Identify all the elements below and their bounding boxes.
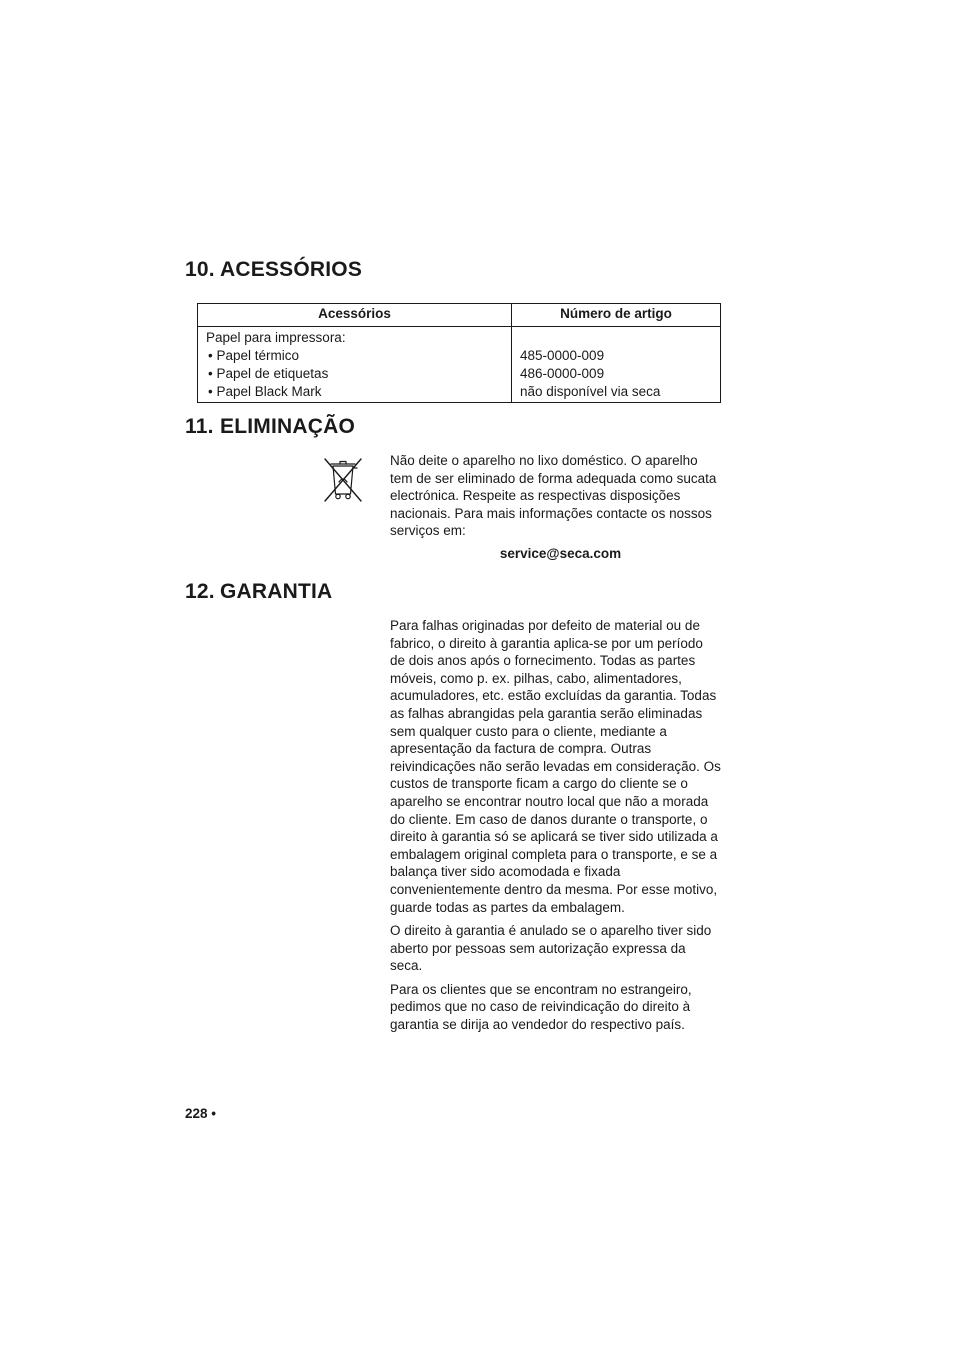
- text-line: custos de transporte ficam a cargo do cliente se o: [390, 776, 688, 792]
- section-title: ACESSÓRIOS: [220, 258, 363, 281]
- text-line: O direito à garantia é anulado se o aparelho tiver sido: [390, 923, 712, 939]
- text-line: serviços em:: [390, 523, 466, 539]
- article-number: 485-0000-009: [520, 348, 605, 363]
- accessories-table: [197, 303, 721, 403]
- warranty-paragraph-2: [390, 922, 735, 975]
- text-line: do cliente. Em caso de danos durante o transporte, o: [390, 811, 708, 827]
- section-heading-disposal: [185, 415, 355, 439]
- text-line: Não deite o aparelho no lixo doméstico. O aparelho: [390, 453, 698, 468]
- text-line: electrónica. Respeite as respectivas disposições: [390, 488, 681, 504]
- section-heading-accessories: [185, 258, 362, 282]
- text-line: aparelho se encontrar noutro local que não a morada: [390, 793, 709, 809]
- text-line: garantia se dirija ao vendedor do respectivo país.: [390, 1017, 685, 1033]
- text-line: convenientemente dentro da mesma. Por esse motivo,: [390, 881, 718, 897]
- text-line: tem de ser eliminado de forma adequada como sucata: [390, 470, 717, 486]
- article-number: 486-0000-009: [520, 366, 605, 381]
- accessories-cell: [198, 327, 512, 403]
- list-item: • Papel de etiquetas: [208, 366, 329, 381]
- column-header-accessories: Acessórios: [198, 304, 512, 327]
- text-line: acumuladores, etc. estão excluídas da garantia. Todas: [390, 688, 717, 704]
- article-number: não disponível via seca: [520, 384, 661, 399]
- crossed-out-wheelie-bin-icon: [322, 456, 364, 504]
- text-line: as falhas abrangidas pela garantia serão eliminadas: [390, 705, 703, 721]
- text-line: móveis, como p. ex. pilhas, cabo, alimentadores,: [390, 670, 682, 686]
- section-heading-warranty: [185, 580, 332, 604]
- section-title: GARANTIA: [220, 580, 333, 603]
- disposal-text: [390, 452, 735, 540]
- section-number: 10.: [185, 258, 215, 281]
- table-row: [198, 327, 721, 403]
- warranty-paragraph-1: [390, 617, 735, 916]
- column-header-article-number: Número de artigo: [512, 304, 721, 327]
- group-label: Papel para impressora:: [206, 330, 346, 345]
- text-line: embalagem original completa para o transporte, e se a: [390, 846, 718, 862]
- text-line: guarde todas as partes da embalagem.: [390, 899, 625, 915]
- text-line: apresentação da factura de compra. Outras: [390, 741, 652, 757]
- text-line: pedimos que no caso de reivindicação do direito à: [390, 999, 691, 1015]
- section-number: 12.: [185, 580, 215, 603]
- text-line: direito à garantia só se aplicará se tiver sido utilizada a: [390, 829, 718, 845]
- text-line: Para os clientes que se encontram no estrangeiro,: [390, 981, 692, 997]
- service-email: service@seca.com: [499, 546, 622, 561]
- section-number: 11.: [185, 415, 214, 438]
- text-line: fabrico, o direito à garantia aplica-se por um período: [390, 635, 703, 651]
- text-line: sem qualquer custo para o cliente, mediante a: [390, 723, 667, 739]
- text-line: aberto por pessoas sem autorização expressa da: [390, 940, 686, 956]
- text-line: de dois anos após o fornecimento. Todas as partes: [390, 653, 696, 669]
- section-title: ELIMINAÇÃO: [220, 415, 355, 438]
- list-item: • Papel térmico: [208, 348, 300, 363]
- text-line: reivindicações não serão levadas em consideração. Os: [390, 758, 721, 774]
- page-number: 228 •: [185, 1106, 217, 1121]
- warranty-text: [390, 617, 735, 1034]
- text-line: nacionais. Para mais informações contacte os nossos: [390, 505, 712, 521]
- table-header-row: [198, 304, 721, 327]
- text-line: Para falhas originadas por defeito de material ou de: [390, 618, 700, 633]
- article-number-cell: [512, 327, 721, 403]
- warranty-paragraph-3: [390, 981, 735, 1034]
- text-line: seca.: [390, 958, 423, 974]
- list-item: • Papel Black Mark: [208, 384, 322, 399]
- disposal-paragraph: [390, 452, 735, 540]
- spacer: [520, 329, 714, 347]
- text-line: balança tiver sido acomodada e fixada: [390, 864, 621, 880]
